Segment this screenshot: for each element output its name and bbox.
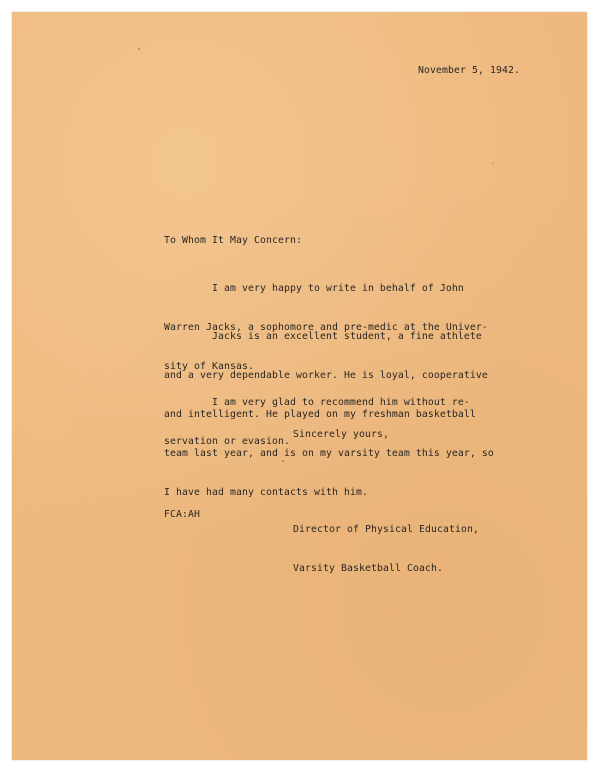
paragraph-line: and a very dependable worker. He is loyal, cooperative — [164, 370, 488, 381]
complimentary-close: Sincerely yours, — [293, 429, 389, 440]
signature-title — [293, 497, 479, 601]
paragraph-line: I have had many contacts with him. — [164, 487, 368, 498]
signature-title-line: Director of Physical Education, — [293, 524, 479, 535]
paragraph-line: and intelligent. He played on my freshman basketball — [164, 409, 476, 420]
paragraph-line: team last year, and is on my varsity team this year, so — [164, 448, 494, 459]
letter-date: November 5, 1942. — [418, 65, 520, 76]
paragraph-line: I am very happy to write in behalf of John — [164, 283, 464, 294]
paragraph-line: I am very glad to recommend him without re- — [164, 397, 470, 408]
paragraph-line: sity of Kansas. — [164, 361, 254, 372]
reference-initials: FCA:AH — [164, 509, 200, 520]
signature-title-line: Varsity Basketball Coach. — [293, 563, 443, 574]
paragraph-line: servation or evasion. — [164, 436, 290, 447]
body-paragraph-3 — [164, 370, 470, 474]
paragraph-line: Warren Jacks, a sophomore and pre-medic at the Univer- — [164, 322, 488, 333]
paragraph-line: Jacks is an excellent student, a fine athlete — [164, 331, 482, 342]
salutation: To Whom It May Concern: — [164, 235, 302, 246]
paper-speck — [138, 48, 140, 50]
paper-speck — [492, 162, 494, 164]
